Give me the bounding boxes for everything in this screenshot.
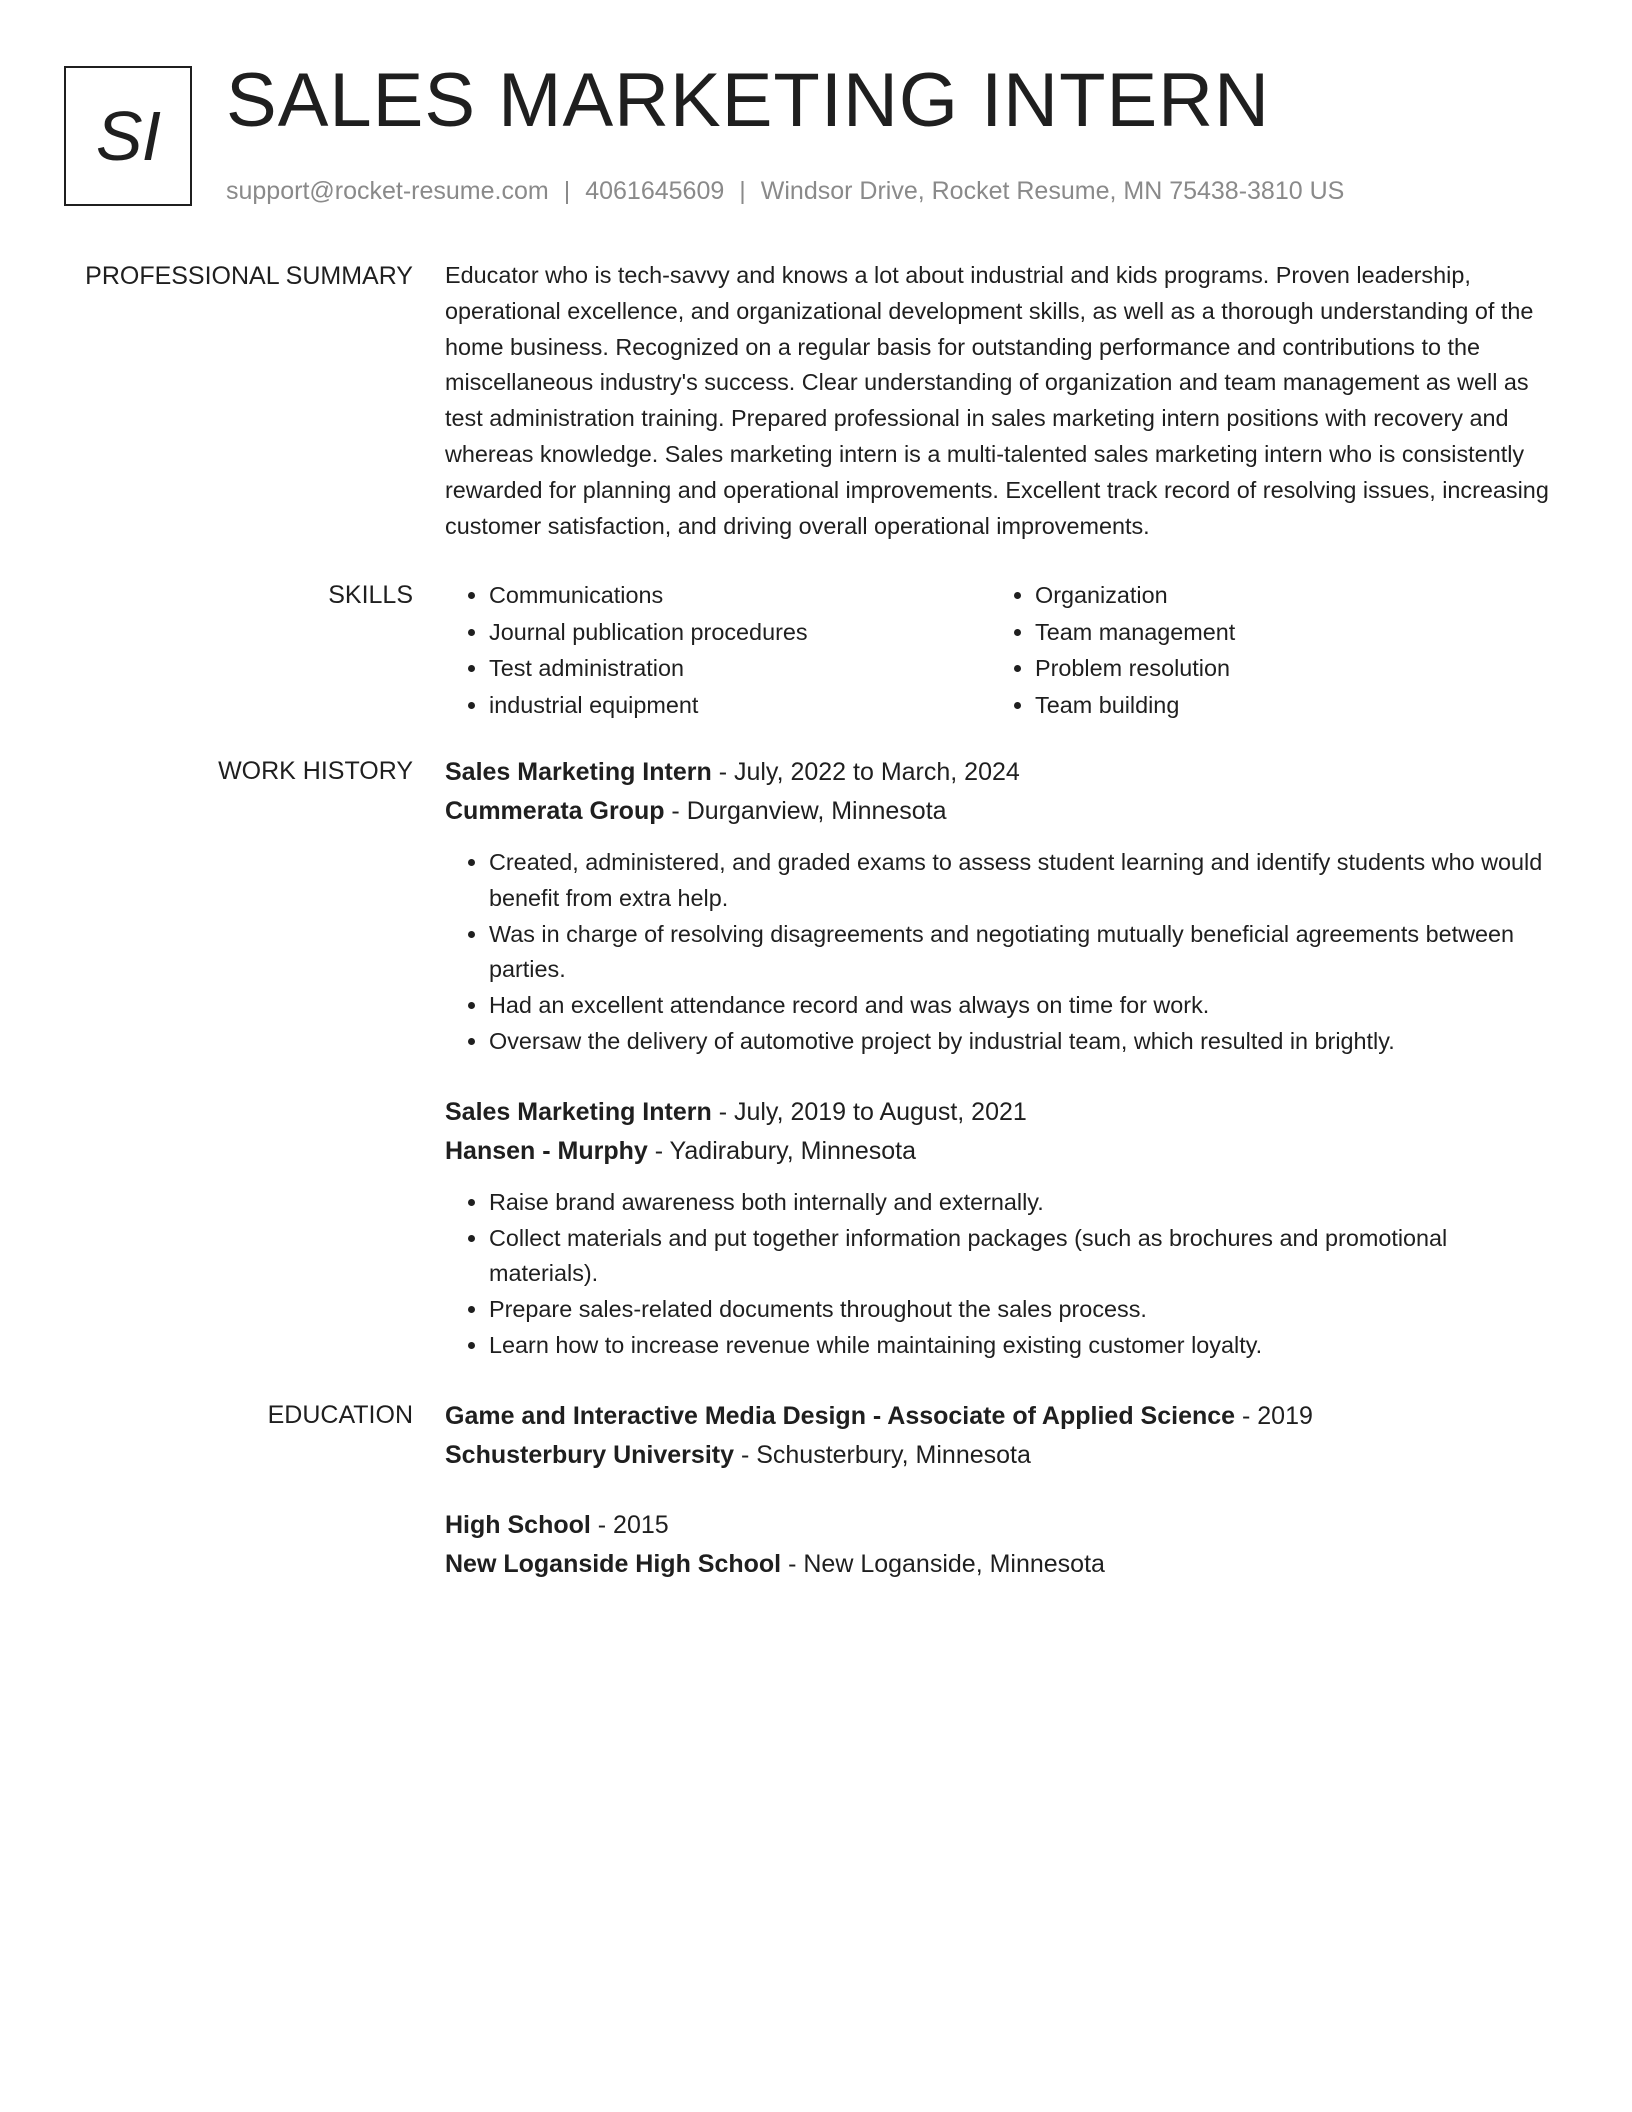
skill-item: • Team management (1035, 614, 1537, 651)
work-history-title: WORK HISTORY (218, 757, 413, 785)
education-body (445, 1397, 1560, 1584)
education-location: - Schusterbury, Minnesota (734, 1441, 1031, 1469)
education-entry (445, 1397, 1560, 1475)
education-school-line (445, 1545, 1560, 1584)
skill-item: • Organization (1035, 577, 1537, 614)
education-school: New Loganside High School (445, 1550, 782, 1578)
job-duty: • Was in charge of resolving disagreements and negotiating mutually beneficial agreements between parties. (489, 917, 1560, 989)
education-location: - New Loganside, Minnesota (781, 1550, 1105, 1578)
contact-email: support@rocket-resume.com (226, 177, 549, 205)
monogram-initials: SI (95, 97, 161, 175)
job-role: Sales Marketing Intern (445, 1097, 712, 1126)
job-duty: • Learn how to increase revenue while maintaining existing customer loyalty. (489, 1328, 1560, 1364)
skill-item: • industrial equipment (489, 687, 991, 724)
education-year: - 2019 (1235, 1402, 1313, 1430)
job-duty: • Collect materials and put together information packages (such as brochures and promotional materials). (489, 1221, 1560, 1293)
education-title: EDUCATION (267, 1401, 413, 1429)
job-duties (445, 1185, 1560, 1364)
education-entry (445, 1506, 1560, 1584)
contact-separator: | (739, 177, 746, 205)
education-year: - 2015 (590, 1511, 669, 1539)
education-degree-line (445, 1506, 1560, 1545)
contact-line (226, 174, 1344, 208)
education-degree-line (445, 1397, 1560, 1436)
job-dates: - July, 2019 to August, 2021 (711, 1097, 1027, 1126)
job-dates: - July, 2022 to March, 2024 (711, 758, 1020, 786)
job-duty: • Had an excellent attendance record and was always on time for work. (489, 988, 1560, 1024)
contact-address: Windsor Drive, Rocket Resume, MN 75438-3810 US (760, 177, 1345, 205)
contact-phone: 4061645609 (585, 177, 725, 205)
education-degree: High School (445, 1511, 591, 1539)
skills-columns (445, 577, 1560, 723)
summary-title: PROFESSIONAL SUMMARY (85, 262, 413, 290)
skills-body (445, 577, 1560, 723)
contact-separator: | (563, 177, 571, 205)
monogram-badge (64, 66, 192, 206)
skill-item: • Communications (489, 577, 991, 614)
skills-list-right (991, 577, 1537, 723)
skills-list-left (445, 577, 991, 723)
job-entry (445, 1093, 1560, 1364)
job-company: Hansen - Murphy (445, 1136, 648, 1165)
resume-name: SALES MARKETING INTERN (226, 58, 1270, 143)
work-history-body (445, 753, 1560, 1364)
job-duty: • Oversaw the delivery of automotive project by industrial team, which resulted in brightly. (489, 1024, 1560, 1060)
job-company: Cummerata Group (445, 797, 665, 825)
job-duty: • Raise brand awareness both internally and externally. (489, 1185, 1560, 1221)
job-duty: • Created, administered, and graded exams to assess student learning and identify students who would benefit from extra help. (489, 845, 1560, 917)
summary-text: Educator who is tech-savvy and knows a lot about industrial and kids programs. Proven leadership, operational excellence, and organizational development skills, as well as a thorough understanding of the home business. Recognized on a regular basis for outstanding performance and contributions to the miscellaneous industry's success. Clear understanding of organization and team management as well as test administration training. Prepared professional in sales marketing intern positions with recovery and whereas knowledge. Sales marketing intern is a multi-talented sales marketing intern who is consistently rewarded for planning and operational improvements. Excellent track record of resolving issues, increasing customer satisfaction, and driving overall operational improvements. (445, 262, 1549, 539)
skill-item: • Test administration (489, 650, 991, 687)
skill-item: • Problem resolution (1035, 650, 1537, 687)
education-school: Schusterbury University (445, 1441, 734, 1469)
job-location: - Yadirabury, Minnesota (647, 1136, 916, 1165)
job-company-line (445, 1132, 1560, 1171)
job-duty: • Prepare sales-related documents throughout the sales process. (489, 1292, 1560, 1328)
job-duties (445, 845, 1560, 1060)
job-entry (445, 753, 1560, 1060)
job-location: - Durganview, Minnesota (664, 797, 947, 825)
job-role: Sales Marketing Intern (445, 758, 712, 786)
job-company-line (445, 792, 1560, 831)
education-degree: Game and Interactive Media Design - Associate of Applied Science (445, 1402, 1236, 1430)
skills-title: SKILLS (328, 581, 413, 609)
job-role-line (445, 753, 1560, 792)
summary-body (445, 258, 1560, 544)
skill-item: • Journal publication procedures (489, 614, 991, 651)
job-role-line (445, 1093, 1560, 1132)
education-school-line (445, 1436, 1560, 1475)
skill-item: • Team building (1035, 687, 1537, 724)
